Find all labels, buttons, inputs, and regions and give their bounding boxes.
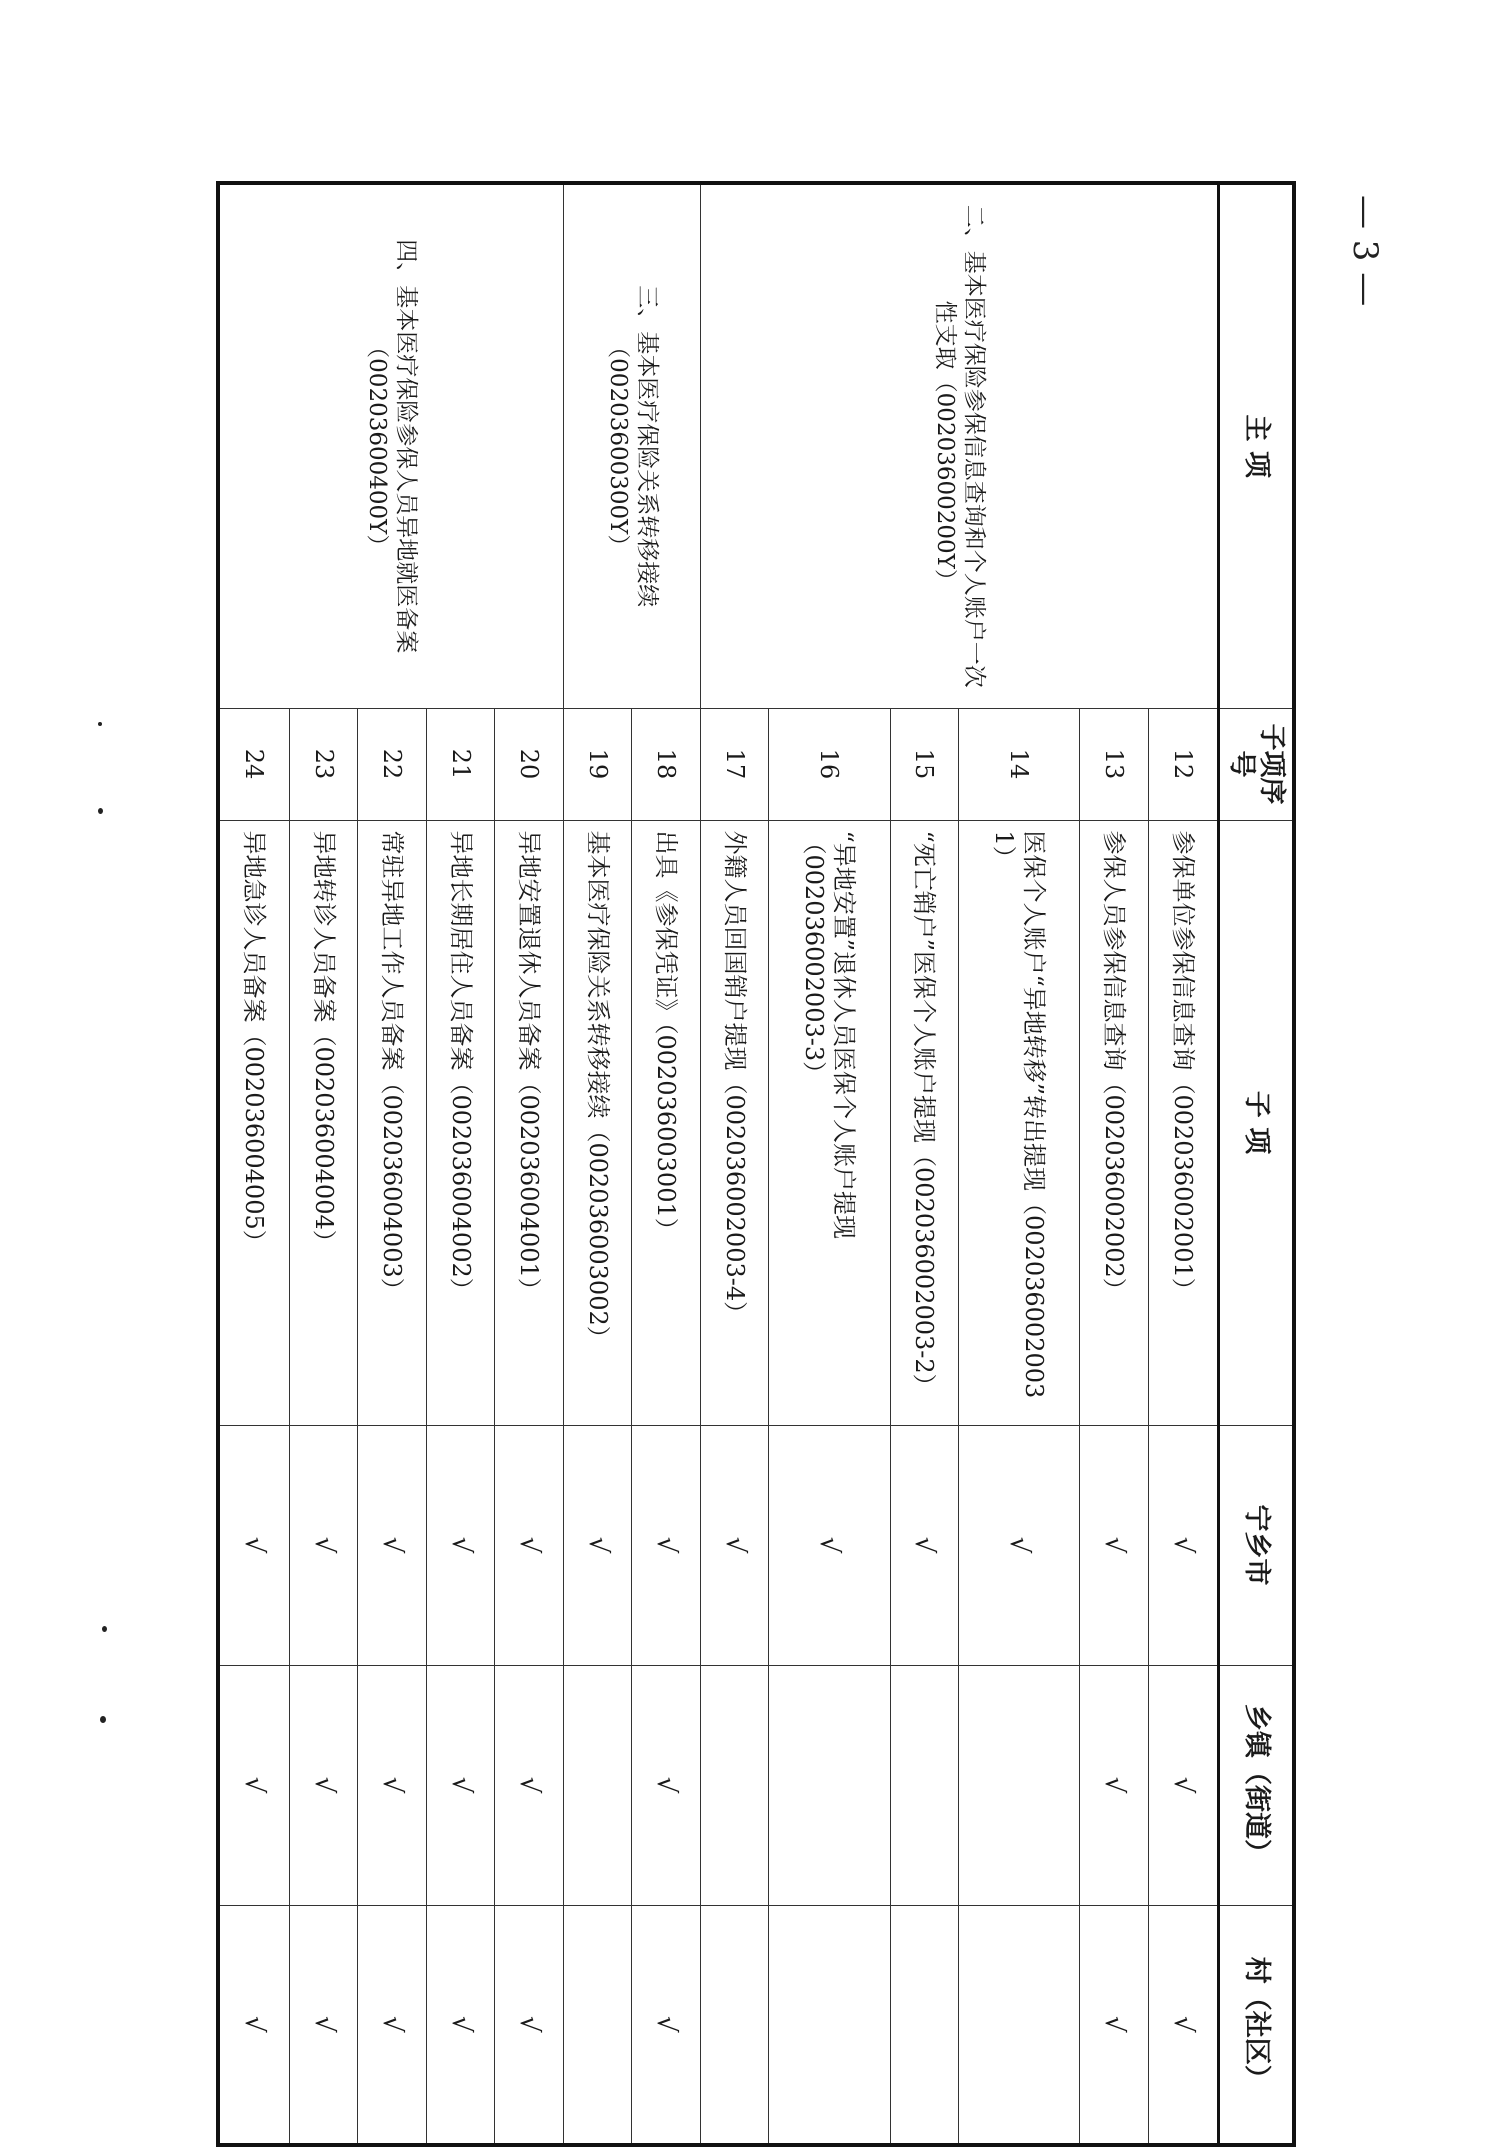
check-town-cell: [890, 1665, 959, 1905]
check-mark-icon: √: [719, 1536, 750, 1554]
check-city-cell: [218, 1425, 289, 1665]
sub-item-seq: 14: [959, 708, 1080, 820]
header-main: 主 项: [1219, 183, 1295, 708]
sub-item-seq: 24: [218, 708, 289, 820]
sub-item-name: 异地安置退休人员备案（002036004001）: [495, 820, 564, 1425]
check-village-cell: [1080, 1905, 1149, 2145]
check-village-cell: [959, 1905, 1080, 2145]
sub-item-seq: 23: [289, 708, 358, 820]
sub-item-name: 异地急诊人员备案（002036004005）: [218, 820, 289, 1425]
check-mark-icon: √: [514, 1776, 545, 1794]
sub-item-seq: 19: [563, 708, 632, 820]
table-row: [1148, 183, 1218, 2145]
check-village-cell: [700, 1905, 769, 2145]
check-village-cell: [289, 1905, 358, 2145]
page-number: — 3 —: [1345, 195, 1385, 307]
sub-item-name: 出具《参保凭证》（002036003001）: [632, 820, 701, 1425]
sub-item-seq: 15: [890, 708, 959, 820]
check-town-cell: [632, 1665, 701, 1905]
check-mark-icon: √: [651, 1776, 682, 1794]
check-city-cell: [632, 1425, 701, 1665]
main-item-cell: 二、基本医疗保险参保信息查询和个人账户一次性支取（00203600200Y）: [700, 183, 1218, 708]
check-mark-icon: √: [651, 1536, 682, 1554]
check-town-cell: [1148, 1665, 1218, 1905]
check-village-cell: [426, 1905, 495, 2145]
check-mark-icon: √: [582, 1536, 613, 1554]
sub-item-name: 异地长期居住人员备案（002036004002）: [426, 820, 495, 1425]
check-mark-icon: √: [1004, 1536, 1035, 1554]
check-mark-icon: √: [1167, 1776, 1198, 1794]
header-city: 宁乡市: [1219, 1425, 1295, 1665]
header-village: 村（社区）: [1219, 1905, 1295, 2145]
service-table: [216, 181, 1296, 2147]
check-town-cell: [563, 1665, 632, 1905]
sub-item-name: 异地转诊人员备案（002036004004）: [289, 820, 358, 1425]
check-mark-icon: √: [514, 2015, 545, 2033]
main-item-cell: 三、基本医疗保险关系转移接续（00203600300Y）: [563, 183, 700, 708]
check-town-cell: [959, 1665, 1080, 1905]
sub-item-name: 常驻异地工作人员备案（002036004003）: [358, 820, 427, 1425]
check-town-cell: [769, 1665, 890, 1905]
check-village-cell: [495, 1905, 564, 2145]
check-city-cell: [426, 1425, 495, 1665]
check-mark-icon: √: [308, 1536, 339, 1554]
table-row: [495, 183, 564, 2145]
check-mark-icon: √: [239, 2015, 270, 2033]
scan-speck: [102, 1626, 107, 1632]
sub-item-seq: 13: [1080, 708, 1149, 820]
check-city-cell: [700, 1425, 769, 1665]
check-mark-icon: √: [445, 2015, 476, 2033]
sub-item-seq: 18: [632, 708, 701, 820]
check-village-cell: [563, 1905, 632, 2145]
check-village-cell: [890, 1905, 959, 2145]
sub-item-name: 医保个人账户“异地转移”转出提现（002036002003 1）: [959, 820, 1080, 1425]
check-town-cell: [700, 1665, 769, 1905]
check-town-cell: [495, 1665, 564, 1905]
check-mark-icon: √: [651, 2015, 682, 2033]
check-mark-icon: √: [514, 1536, 545, 1554]
check-mark-icon: √: [1167, 1536, 1198, 1554]
check-village-cell: [632, 1905, 701, 2145]
sub-item-seq: 21: [426, 708, 495, 820]
check-mark-icon: √: [377, 2015, 408, 2033]
check-mark-icon: √: [445, 1776, 476, 1794]
check-village-cell: [358, 1905, 427, 2145]
check-city-cell: [890, 1425, 959, 1665]
check-village-cell: [218, 1905, 289, 2145]
check-village-cell: [769, 1905, 890, 2145]
check-mark-icon: √: [377, 1776, 408, 1794]
check-mark-icon: √: [909, 1536, 940, 1554]
check-city-cell: [563, 1425, 632, 1665]
sub-item-name: 外籍人员回国销户提现（002036002003-4）: [700, 820, 769, 1425]
table-header-row: [1219, 183, 1295, 2145]
check-mark-icon: √: [814, 1536, 845, 1554]
table-body: [218, 183, 1219, 2145]
check-city-cell: [358, 1425, 427, 1665]
check-mark-icon: √: [1167, 2015, 1198, 2033]
sub-item-name: “异地安置”退休人员医保个人账户提现（002036002003-3）: [769, 820, 890, 1425]
check-mark-icon: √: [239, 1776, 270, 1794]
sub-item-seq: 12: [1148, 708, 1218, 820]
check-town-cell: [1080, 1665, 1149, 1905]
scan-speck: [98, 722, 102, 726]
rotated-table-sheet: [216, 181, 1296, 2143]
check-mark-icon: √: [308, 2015, 339, 2033]
check-city-cell: [769, 1425, 890, 1665]
check-mark-icon: √: [1098, 2015, 1129, 2033]
check-mark-icon: √: [377, 1536, 408, 1554]
check-village-cell: [1148, 1905, 1218, 2145]
check-mark-icon: √: [308, 1776, 339, 1794]
sub-item-seq: 22: [358, 708, 427, 820]
header-seq: 子项序号: [1219, 708, 1295, 820]
check-city-cell: [959, 1425, 1080, 1665]
check-city-cell: [495, 1425, 564, 1665]
main-item-cell: 四、基本医疗保险参保人员异地就医备案（00203600400Y）: [218, 183, 563, 708]
check-mark-icon: √: [239, 1536, 270, 1554]
check-town-cell: [426, 1665, 495, 1905]
check-mark-icon: √: [1098, 1776, 1129, 1794]
check-city-cell: [289, 1425, 358, 1665]
header-sub: 子 项: [1219, 820, 1295, 1425]
sub-item-seq: 16: [769, 708, 890, 820]
check-town-cell: [358, 1665, 427, 1905]
table-row: [632, 183, 701, 2145]
check-city-cell: [1080, 1425, 1149, 1665]
sub-item-name: 参保人员参保信息查询（002036002002）: [1080, 820, 1149, 1425]
check-mark-icon: √: [1098, 1536, 1129, 1554]
sub-item-seq: 20: [495, 708, 564, 820]
scan-speck: [100, 1716, 106, 1723]
sub-item-name: 参保单位参保信息查询（002036002001）: [1148, 820, 1218, 1425]
sub-item-name: 基本医疗保险关系转移接续（002036003002）: [563, 820, 632, 1425]
check-mark-icon: √: [445, 1536, 476, 1554]
header-town: 乡镇（街道）: [1219, 1665, 1295, 1905]
scan-speck: [98, 808, 103, 814]
sub-item-name: “死亡销户”医保个人账户提现（002036002003-2）: [890, 820, 959, 1425]
sub-item-seq: 17: [700, 708, 769, 820]
check-town-cell: [218, 1665, 289, 1905]
check-city-cell: [1148, 1425, 1218, 1665]
check-town-cell: [289, 1665, 358, 1905]
